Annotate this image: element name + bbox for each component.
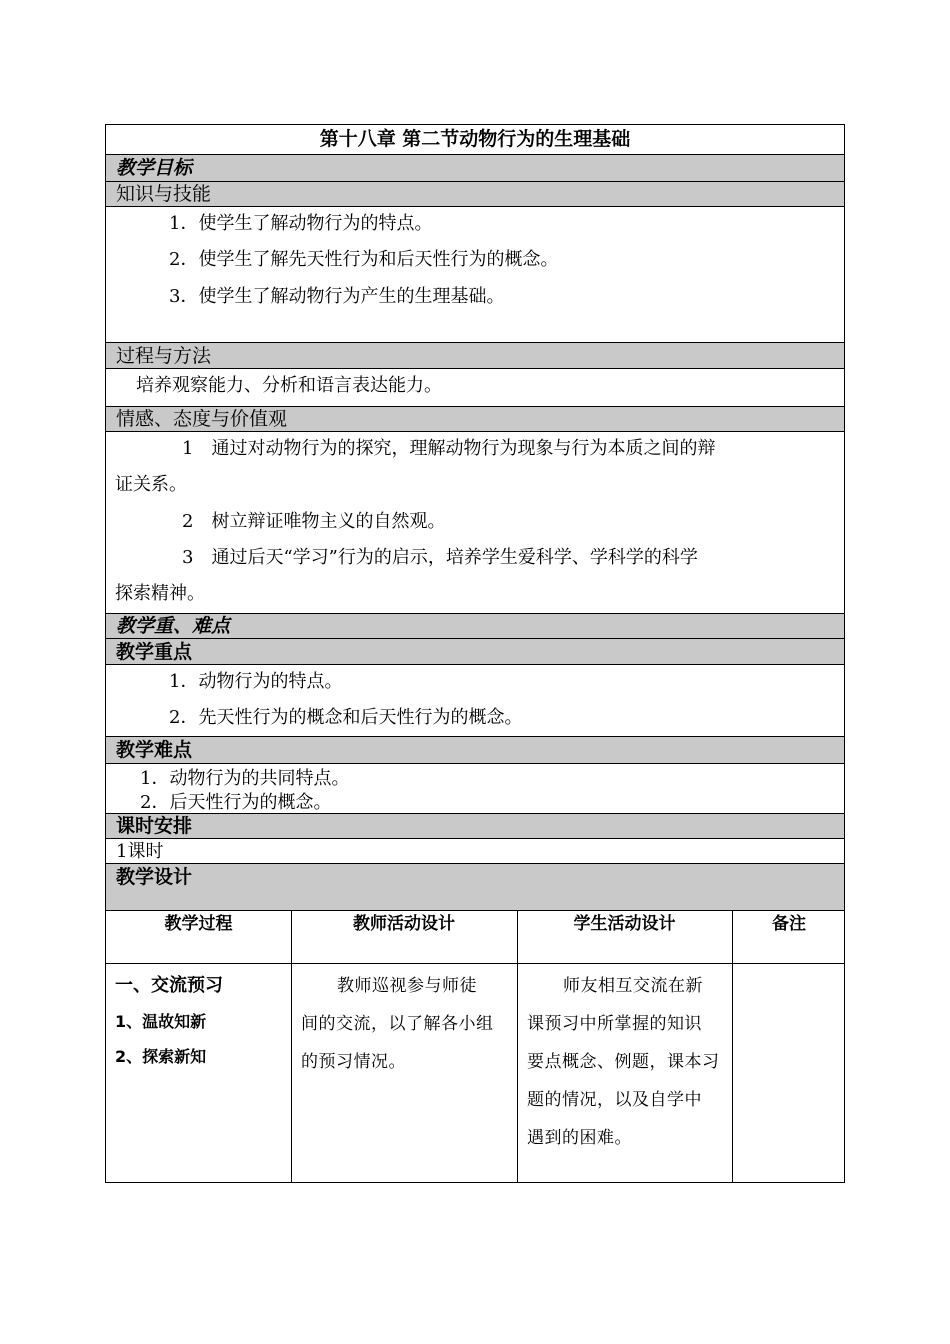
key-difficult-heading: 教学重、难点 — [106, 614, 844, 639]
process-title: 一、交流预习 — [115, 975, 223, 996]
emotion-line-5: 探索精神。 — [115, 583, 205, 604]
process-item-2: 2、探索新知 — [115, 1047, 207, 1066]
design-table — [106, 911, 844, 1182]
knowledge-item-2: 2．使学生了解先天性行为和后天性行为的概念。 — [169, 249, 559, 270]
key-point-1: 1．动物行为的特点。 — [169, 671, 343, 692]
student-activity — [527, 967, 727, 1157]
lesson-plan-document — [105, 124, 845, 1183]
key-point-2: 2．先天性行为的概念和后天性行为的概念。 — [169, 707, 523, 728]
design-heading: 教学设计 — [106, 864, 844, 911]
emotion-content — [106, 432, 844, 614]
difficult-points-heading: 教学难点 — [106, 737, 844, 764]
emotion-heading: 情感、态度与价值观 — [106, 407, 844, 432]
header-process: 教学过程 — [164, 914, 233, 934]
knowledge-item-1: 1．使学生了解动物行为的特点。 — [169, 213, 433, 234]
emotion-line-2: 证关系。 — [115, 474, 187, 495]
knowledge-item-3: 3．使学生了解动物行为产生的生理基础。 — [169, 286, 505, 307]
teacher-line-3: 的预习情况。 — [301, 1052, 406, 1072]
teacher-line-2: 间的交流，以了解各小组 — [301, 1014, 494, 1034]
emotion-line-3: 2 树立辩证唯物主义的自然观。 — [182, 511, 446, 532]
schedule-text: 1课时 — [106, 839, 844, 864]
student-line-3: 要点概念、例题，课本习 — [527, 1052, 720, 1072]
difficult-point-1: 1．动物行为的共同特点。 — [140, 768, 350, 789]
header-note: 备注 — [772, 914, 806, 934]
teacher-line-1: 教师巡视参与师徒 — [337, 976, 477, 996]
difficult-points-content — [106, 764, 844, 814]
header-teacher: 教师活动设计 — [353, 914, 455, 934]
process-method-heading: 过程与方法 — [106, 343, 844, 369]
student-line-4: 题的情况，以及自学中 — [527, 1090, 702, 1110]
key-points-heading: 教学重点 — [106, 639, 844, 665]
section-objectives-heading: 教学目标 — [106, 155, 844, 182]
knowledge-skills-content — [106, 207, 844, 343]
teacher-activity — [301, 967, 511, 1081]
process-item-1: 1、温故知新 — [115, 1012, 207, 1031]
student-line-2: 课预习中所掌握的知识 — [527, 1014, 702, 1034]
schedule-heading: 课时安排 — [106, 814, 844, 839]
student-line-5: 遇到的困难。 — [527, 1128, 632, 1148]
emotion-line-1: 1 通过对动物行为的探究，理解动物行为现象与行为本质之间的辩 — [182, 438, 716, 459]
key-points-content — [106, 665, 844, 737]
difficult-point-2: 2．后天性行为的概念。 — [140, 792, 332, 813]
process-method-content — [106, 369, 844, 407]
knowledge-skills-heading: 知识与技能 — [106, 182, 844, 207]
header-student: 学生活动设计 — [573, 914, 676, 934]
student-line-1: 师友相互交流在新 — [563, 976, 703, 996]
process-method-text: 培养观察能力、分析和语言表达能力。 — [136, 375, 442, 396]
document-title: 第十八章 第二节动物行为的生理基础 — [106, 125, 844, 155]
emotion-line-4: 3 通过后天“学习”行为的启示，培养学生爱科学、学科学的科学 — [182, 547, 698, 568]
